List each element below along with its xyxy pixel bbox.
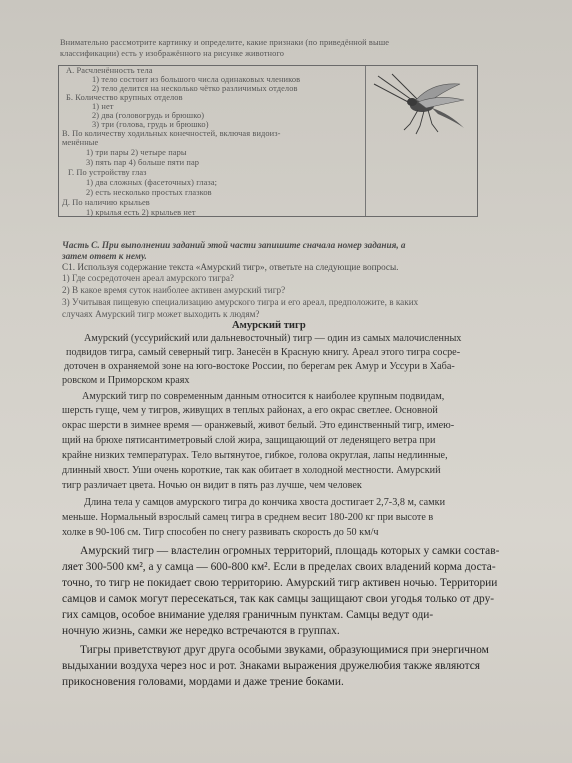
table-row: 1) крылья есть 2) крыльев нет: [86, 208, 196, 217]
article-line: точно, то тигр не покидает свою территорию. Амурский тигр активен ночью. Территории: [62, 577, 498, 589]
article-line: холке в 90-106 см. Тигр способен по снегу развивать скорость до 50 км/ч: [62, 527, 379, 538]
article-line: выдыхании воздуха через нос и рот. Знаками выражения дружелюбия также являются: [62, 660, 481, 672]
table-row: Д. По наличию крыльев: [62, 198, 150, 207]
article-line: окрас шерсти в зимнее время — оранжевый, живот белый. Это единственный тигр, имею-: [62, 420, 455, 431]
table-row: Б. Количество крупных отделов: [66, 93, 183, 102]
article-line: шерсть гуще, чем у тигров, живущих в теплых районах, а его окрас светлее. Основной: [62, 405, 438, 416]
article-line: тигр различает цвета. Ночью он видит в пять раз лучше, чем человек: [62, 480, 362, 491]
part-c-heading-2: затем ответ к нему.: [62, 251, 147, 261]
table-row: А. Расчленённость тела: [66, 66, 153, 75]
article-line: прикосновения головами, мордами и даже трение боками.: [62, 676, 344, 688]
article-line: Длина тела у самцов амурского тигра до кончика хвоста достигает 2,7-3,8 м, самки: [84, 497, 446, 508]
article-line: длинный хвост. Уши очень короткие, так как обитает в холодной местности. Амурский: [62, 465, 441, 476]
part-c-heading-1: Часть С. При выполнении заданий этой части запишите сначала номер задания, а: [62, 240, 406, 250]
article-line: Амурский (уссурийский или дальневосточный) тигр — один из самых малочисленных: [84, 333, 462, 344]
article-line: Амурский тигр — властелин огромных территорий, площадь которых у самки состав-: [80, 545, 500, 557]
article-line: щий на брюхе пятисантиметровый слой жира, защищающий от леденящего ветра при: [62, 435, 436, 446]
article-line: ночную жизнь, самки же нередко встречаются в группах.: [62, 625, 340, 637]
article-line: доточен в охраняемой зоне на юго-востоке России, по берегам рек Амур и Уссури в Хаба-: [64, 361, 455, 372]
table-row: 1) тело состоит из большого числа одинаковых члеников: [92, 75, 301, 84]
insect-illustration: [372, 70, 470, 142]
article-line: меньше. Нормальный взрослый самец тигра в среднем весит 180-200 кг при высоте в: [62, 512, 434, 523]
table-row: 1) нет: [92, 102, 114, 111]
article-line: гих самцов, особое внимание уделяя граничным пунктам. Самцы ведут оди-: [62, 609, 434, 621]
table-row: 1) два сложных (фасеточных) глаза;: [86, 178, 218, 187]
table-row: 2) два (головогрудь и брюшко): [92, 111, 205, 120]
article-line: Амурский тигр по современным данным относится к наиболее крупным подвидам,: [82, 391, 445, 402]
article-line: Тигры приветствуют друг друга особыми звуками, образующимися при энергичном: [80, 644, 489, 656]
table-row: 3) пять пар 4) больше пяти пар: [86, 158, 200, 167]
question-1: 1) Где сосредоточен ареал амурского тигра?: [62, 273, 234, 283]
table-row: В. По количеству ходильных конечностей, включая видоиз-: [62, 129, 281, 138]
table-row: 1) три пары 2) четыре пары: [86, 148, 187, 157]
intro-line-1: Внимательно рассмотрите картинку и определите, какие признаки (по приведённой выше: [60, 38, 390, 47]
table-row: Г. По устройству глаз: [68, 168, 147, 177]
question-4: случаях Амурский тигр может выходить к людям?: [62, 309, 260, 319]
article-title: Амурский тигр: [232, 320, 306, 331]
intro-line-2: классификации) есть у изображённого на рисунке животного: [60, 49, 285, 58]
table-row: 2) есть несколько простых глазков: [86, 188, 212, 197]
article-line: подвидов тигра, самый северный тигр. Занесён в Красную книгу. Ареал этого тигра сосре-: [66, 347, 461, 358]
table-row: менённые: [62, 138, 99, 147]
table-divider: [365, 66, 366, 216]
question-3: 3) Учитывая пищевую специализацию амурского тигра и его ареал, предположите, в каких: [62, 297, 419, 307]
article-line: самцов и самок могут пересекаться, так как самцы защищают свои угодья только от дру-: [62, 593, 495, 605]
article-line: ровском и Приморском краях: [62, 375, 190, 386]
table-row: 3) три (голова, грудь и брюшко): [92, 120, 209, 129]
question-2: 2) В какое время суток наиболее активен амурский тигр?: [62, 285, 286, 295]
article-line: крайне низких температурах. Тело вытянутое, гибкое, голова округлая, лапы недлинные,: [62, 450, 448, 461]
task-c1: С1. Используя содержание текста «Амурский тигр», ответьте на следующие вопросы.: [62, 262, 399, 272]
article-line: ляет 300-500 км², а у самца — 600-800 км². Если в пределах своих владений корма доста-: [62, 561, 496, 573]
table-row: 2) тело делится на несколько чётко различимых отделов: [92, 84, 298, 93]
